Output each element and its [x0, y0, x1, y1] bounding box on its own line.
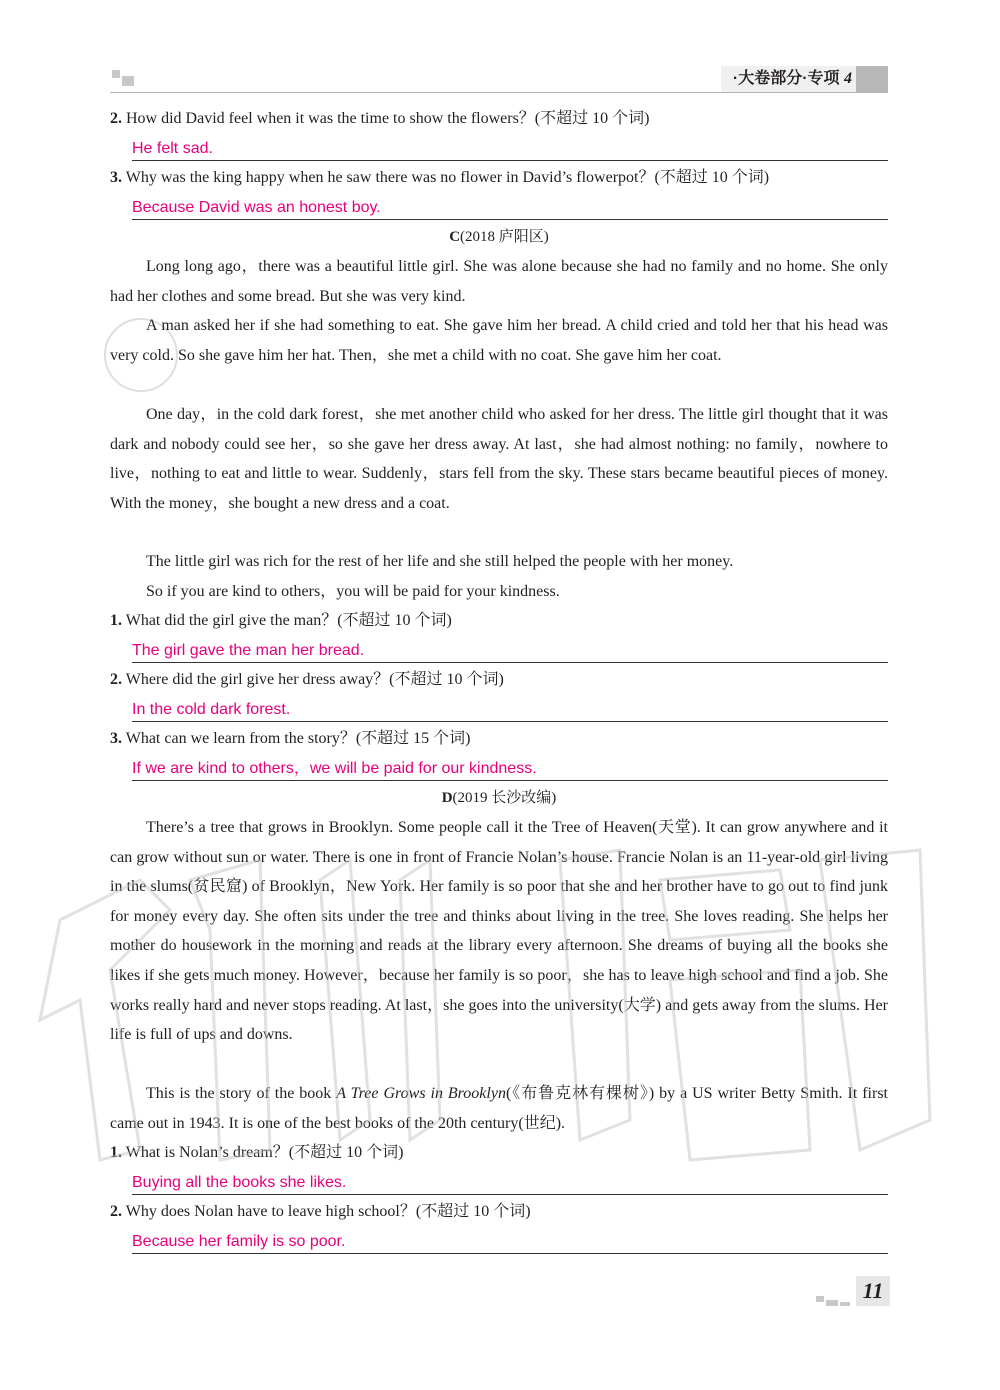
question-number: 1.	[110, 1144, 122, 1161]
header-title	[721, 66, 858, 92]
answer-line	[132, 1229, 888, 1254]
page-number: 11	[856, 1276, 890, 1306]
question-3	[110, 167, 769, 189]
question-text: Why was the king happy when he saw there was no flower in David’s flowerpot？(不超过 10 个词)	[125, 169, 770, 186]
book-title: A Tree Grows in Brooklyn	[336, 1085, 506, 1102]
question-text: Why does Nolan have to leave high school？(不超过 10 个词)	[125, 1203, 531, 1220]
question-number: 2.	[110, 671, 122, 688]
question-1	[110, 610, 452, 632]
section-letter: C	[449, 229, 461, 245]
passage-paragraph	[110, 1079, 888, 1138]
question-1	[110, 1142, 403, 1164]
question-2	[110, 669, 504, 691]
footer-decoration	[816, 1296, 824, 1302]
footer-decoration	[826, 1300, 838, 1306]
passage-paragraph: A man asked her if she had something to eat. She gave him her bread. A child cried and told her that his head was very cold. So she gave him her hat. Then，she met a child with no coat. She gave him her coat.	[110, 317, 888, 364]
header-title-text: ·大卷部分·专项	[732, 70, 840, 87]
question-text: How did David feel when it was the time to show the flowers？(不超过 10 个词)	[126, 110, 650, 127]
question-text: What can we learn from the story？(不超过 15 个词)	[125, 730, 471, 747]
answer-text: Because her family is so poor.	[132, 1233, 346, 1250]
question-2	[110, 1201, 531, 1223]
question-number: 2.	[110, 110, 122, 127]
passage-paragraph: Long long ago，there was a beautiful little girl. She was alone because she had no family and no home. She only had her clothes and some bread. But she was very kind.	[110, 258, 888, 305]
section-d-title	[110, 788, 888, 808]
question-text: What is Nolan’s dream？(不超过 10 个词)	[125, 1144, 404, 1161]
answer-text: Buying all the books she likes.	[132, 1174, 347, 1191]
passage-paragraph: The little girl was rich for the rest of her life and she still helped the people with her money.	[146, 553, 734, 570]
answer-line	[132, 195, 888, 220]
answer-line	[132, 1170, 888, 1195]
passage-paragraph: One day，in the cold dark forest，she met another child who asked for her dress. The little girl thought that it was dark and nobody could see her，so she gave her dress away. At last，she had almost nothing: no family，nowhere to live，nothing to eat and little to wear. Suddenly，stars fell from the sky. These stars became beautiful pieces of money. With the money，she bought a new dress and a coat.	[110, 406, 888, 512]
answer-line	[132, 638, 888, 663]
answer-text: Because David was an honest boy.	[132, 199, 381, 216]
section-source: (2018 庐阳区)	[460, 229, 549, 245]
answer-text: He felt sad.	[132, 140, 213, 157]
paragraph-text: (《布鲁克林有棵树》) by a US writer Betty Smith. It first came out in 1943. It is one of the best books of the 20th century(世纪).	[110, 1085, 888, 1132]
passage-paragraph: So if you are kind to others，you will be paid for your kindness.	[146, 583, 560, 600]
header-end-block	[856, 66, 888, 92]
question-3	[110, 728, 471, 750]
answer-text: If we are kind to others，we will be paid for our kindness.	[132, 760, 537, 777]
answer-line	[132, 136, 888, 161]
question-number: 3.	[110, 730, 122, 747]
answer-line	[132, 756, 888, 781]
question-number: 3.	[110, 169, 122, 186]
question-text: Where did the girl give her dress away？(不超过 10 个词)	[125, 671, 504, 688]
section-letter: D	[441, 790, 453, 806]
page-header	[110, 66, 888, 93]
answer-text: The girl gave the man her bread.	[132, 642, 365, 659]
question-number: 1.	[110, 612, 122, 629]
section-c-title	[110, 227, 888, 247]
footer-decoration	[840, 1302, 850, 1306]
question-number: 2.	[110, 1203, 122, 1220]
paragraph-text: This is the story of the book	[146, 1085, 337, 1102]
passage-paragraph: There’s a tree that grows in Brooklyn. Some people call it the Tree of Heaven(天堂). It can grow anywhere and it can grow without sun or water. There is one in front of Francie Nolan’s house. Francie Nolan is an 11-year-old girl living in the slums(贫民窟) of Brooklyn，New York. Her family is so poor that she and her brother have to go out to find junk for money every day. She often sits under the tree and thinks about living in the tree. She loves reading. She helps her mother do housework in the morning and reads at the library every afternoon. She dreams of buying all the books she likes if she gets much money. However，because her family is so poor，she has to leave high school and find a job. She works really hard and never stops reading. At last，she goes into the university(大学) and gets away from the slums. Her life is full of ups and downs.	[110, 819, 888, 1044]
header-topic-number: 4	[844, 70, 852, 87]
question-2	[110, 108, 649, 130]
answer-line	[132, 697, 888, 722]
answer-text: In the cold dark forest.	[132, 701, 291, 718]
section-source: (2019 长沙改编)	[452, 790, 557, 806]
question-text: What did the girl give the man？(不超过 10 个词)	[125, 612, 452, 629]
